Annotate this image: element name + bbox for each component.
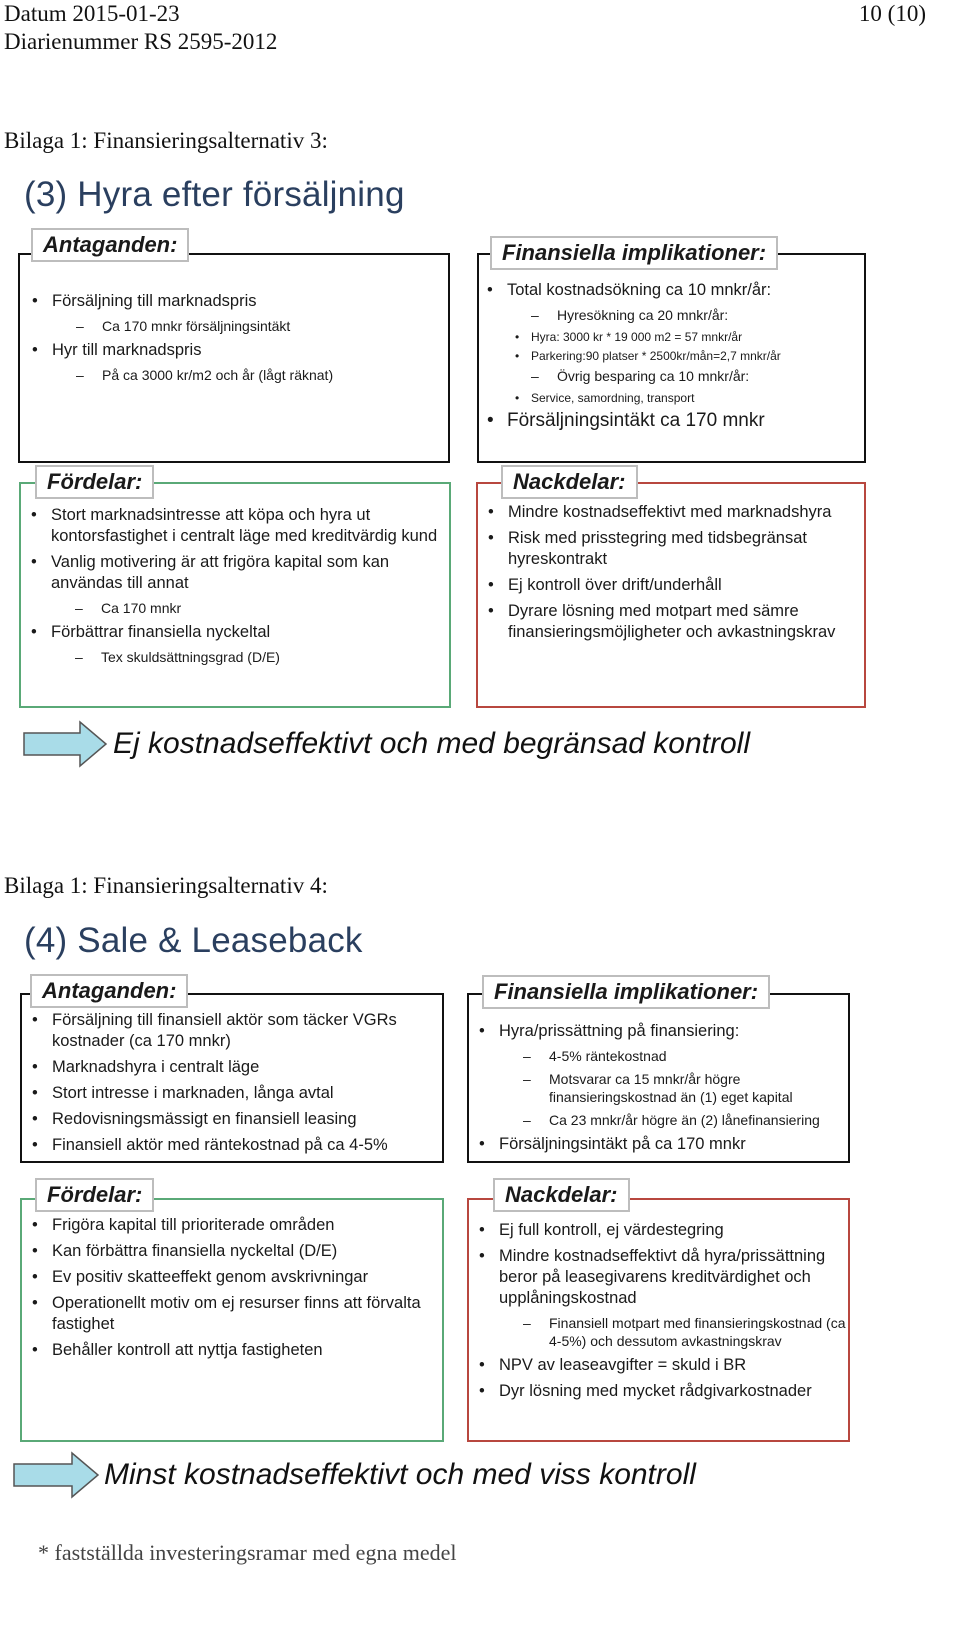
section4-nackdelar-box bbox=[467, 1198, 850, 1442]
header-page-number: 10 (10) bbox=[858, 1, 926, 26]
section4-slide-title: (4) Sale & Leaseback bbox=[24, 921, 363, 960]
list-item: • Ev positiv skatteeffekt genom avskrivningar bbox=[30, 1267, 440, 1288]
section3-fordelar-label: Fördelar: bbox=[35, 465, 154, 499]
list-item: • Hyra/prissättning på finansiering: bbox=[477, 1021, 849, 1042]
list-item: • Förbättrar finansiella nyckeltal bbox=[29, 622, 447, 643]
section4-implikationer-box bbox=[467, 993, 850, 1163]
list-item: • Ej full kontroll, ej värdestegring bbox=[477, 1220, 849, 1241]
list-item: – Ca 170 mnkr bbox=[29, 599, 447, 617]
list-item: • Frigöra kapital till prioriterade områden bbox=[30, 1215, 440, 1236]
section3-antaganden-list bbox=[30, 291, 440, 389]
list-item: – Tex skuldsättningsgrad (D/E) bbox=[29, 648, 447, 666]
section4-fordelar-label: Fördelar: bbox=[35, 1178, 154, 1212]
list-item: – Ca 23 mnkr/år högre än (2) lånefinansiering bbox=[477, 1111, 849, 1129]
section4-fordelar-list bbox=[30, 1215, 440, 1366]
list-item: • Total kostnadsökning ca 10 mnkr/år: bbox=[485, 280, 863, 301]
section3-antaganden-label: Antaganden: bbox=[31, 228, 189, 262]
list-item: • Försäljningsintäkt på ca 170 mnkr bbox=[477, 1134, 849, 1155]
list-item: – Ca 170 mnkr försäljningsintäkt bbox=[30, 317, 440, 335]
list-item: – Motsvarar ca 15 mnkr/år högre finansieringskostnad än (1) eget kapital bbox=[477, 1070, 849, 1106]
section3-fordelar-box bbox=[19, 482, 451, 708]
section3-arrow-icon bbox=[22, 720, 108, 768]
list-item: • Dyr lösning med mycket rådgivarkostnader bbox=[477, 1381, 849, 1402]
list-item: • Försäljning till marknadspris bbox=[30, 291, 440, 312]
section4-conclusion: Minst kostnadseffektivt och med viss kontroll bbox=[104, 1458, 696, 1491]
section4-nackdelar-label: Nackdelar: bbox=[493, 1178, 630, 1212]
section4-implikationer-label: Finansiella implikationer: bbox=[482, 975, 770, 1009]
section4-arrow-icon bbox=[12, 1451, 100, 1499]
list-item: • Stort marknadsintresse att köpa och hyra ut kontorsfastighet i centralt läge med kreditvärdig kund bbox=[29, 505, 447, 547]
footnote: * fastställda investeringsramar med egna medel bbox=[38, 1540, 457, 1565]
section3-bilaga-heading: Bilaga 1: Finansieringsalternativ 3: bbox=[4, 128, 328, 153]
list-item: – Finansiell motpart med finansieringskostnad (ca 4-5%) och dessutom avkastningskrav bbox=[477, 1314, 849, 1350]
list-item: – Hyresökning ca 20 mnkr/år: bbox=[485, 306, 863, 324]
section3-implikationer-box bbox=[477, 253, 866, 463]
list-item: • Hyra: 3000 kr * 19 000 m2 = 57 mnkr/år bbox=[485, 329, 863, 345]
list-item: – 4-5% räntekostnad bbox=[477, 1047, 849, 1065]
list-item: • NPV av leaseavgifter = skuld i BR bbox=[477, 1355, 849, 1376]
list-item: • Försäljningsintäkt ca 170 mnkr bbox=[485, 409, 863, 433]
list-item: • Risk med prisstegring med tidsbegränsat hyreskontrakt bbox=[486, 528, 864, 570]
section3-implikationer-label: Finansiella implikationer: bbox=[490, 236, 778, 270]
section3-nackdelar-box bbox=[476, 482, 866, 708]
section4-nackdelar-list bbox=[477, 1220, 849, 1407]
section3-conclusion: Ej kostnadseffektivt och med begränsad kontroll bbox=[113, 727, 751, 760]
list-item: • Dyrare lösning med motpart med sämre finansieringsmöjligheter och avkastningskrav bbox=[486, 601, 864, 643]
list-item: • Finansiell aktör med räntekostnad på ca 4-5% bbox=[30, 1135, 440, 1156]
section3-nackdelar-label: Nackdelar: bbox=[501, 465, 638, 499]
section3-slide-title: (3) Hyra efter försäljning bbox=[24, 175, 405, 214]
list-item: • Marknadshyra i centralt läge bbox=[30, 1057, 440, 1078]
list-item: • Kan förbättra finansiella nyckeltal (D/E) bbox=[30, 1241, 440, 1262]
list-item: – Övrig besparing ca 10 mnkr/år: bbox=[485, 367, 863, 385]
section4-antaganden-label: Antaganden: bbox=[30, 974, 188, 1008]
list-item: • Hyr till marknadspris bbox=[30, 340, 440, 361]
header-diarienummer: Diarienummer RS 2595-2012 bbox=[4, 29, 278, 54]
list-item: • Stort intresse i marknaden, långa avtal bbox=[30, 1083, 440, 1104]
header-datum: Datum 2015-01-23 bbox=[4, 1, 180, 26]
section3-fordelar-list bbox=[29, 505, 447, 671]
section4-antaganden-list bbox=[30, 1010, 440, 1161]
list-item: • Behåller kontroll att nyttja fastigheten bbox=[30, 1340, 440, 1361]
section4-antaganden-box bbox=[20, 993, 444, 1163]
list-item: • Mindre kostnadseffektivt då hyra/prissättning beror på leasegivarens kreditvärdighet och upplåningskostnad bbox=[477, 1246, 849, 1309]
section3-antaganden-box bbox=[18, 253, 450, 463]
list-item: • Mindre kostnadseffektivt med marknadshyra bbox=[486, 502, 864, 523]
list-item: – På ca 3000 kr/m2 och år (lågt räknat) bbox=[30, 366, 440, 384]
section4-bilaga-heading: Bilaga 1: Finansieringsalternativ 4: bbox=[4, 873, 328, 898]
section3-implikationer-list bbox=[485, 280, 863, 438]
list-item: • Parkering:90 platser * 2500kr/mån=2,7 mnkr/år bbox=[485, 348, 863, 364]
list-item: • Vanlig motivering är att frigöra kapital som kan användas till annat bbox=[29, 552, 447, 594]
list-item: • Redovisningsmässigt en finansiell leasing bbox=[30, 1109, 440, 1130]
section4-implikationer-list bbox=[477, 1021, 849, 1160]
list-item: • Service, samordning, transport bbox=[485, 390, 863, 406]
list-item: • Ej kontroll över drift/underhåll bbox=[486, 575, 864, 596]
list-item: • Operationellt motiv om ej resurser finns att förvalta fastighet bbox=[30, 1293, 440, 1335]
section4-fordelar-box bbox=[20, 1198, 444, 1442]
list-item: • Försäljning till finansiell aktör som täcker VGRs kostnader (ca 170 mnkr) bbox=[30, 1010, 440, 1052]
section3-nackdelar-list bbox=[486, 502, 864, 648]
